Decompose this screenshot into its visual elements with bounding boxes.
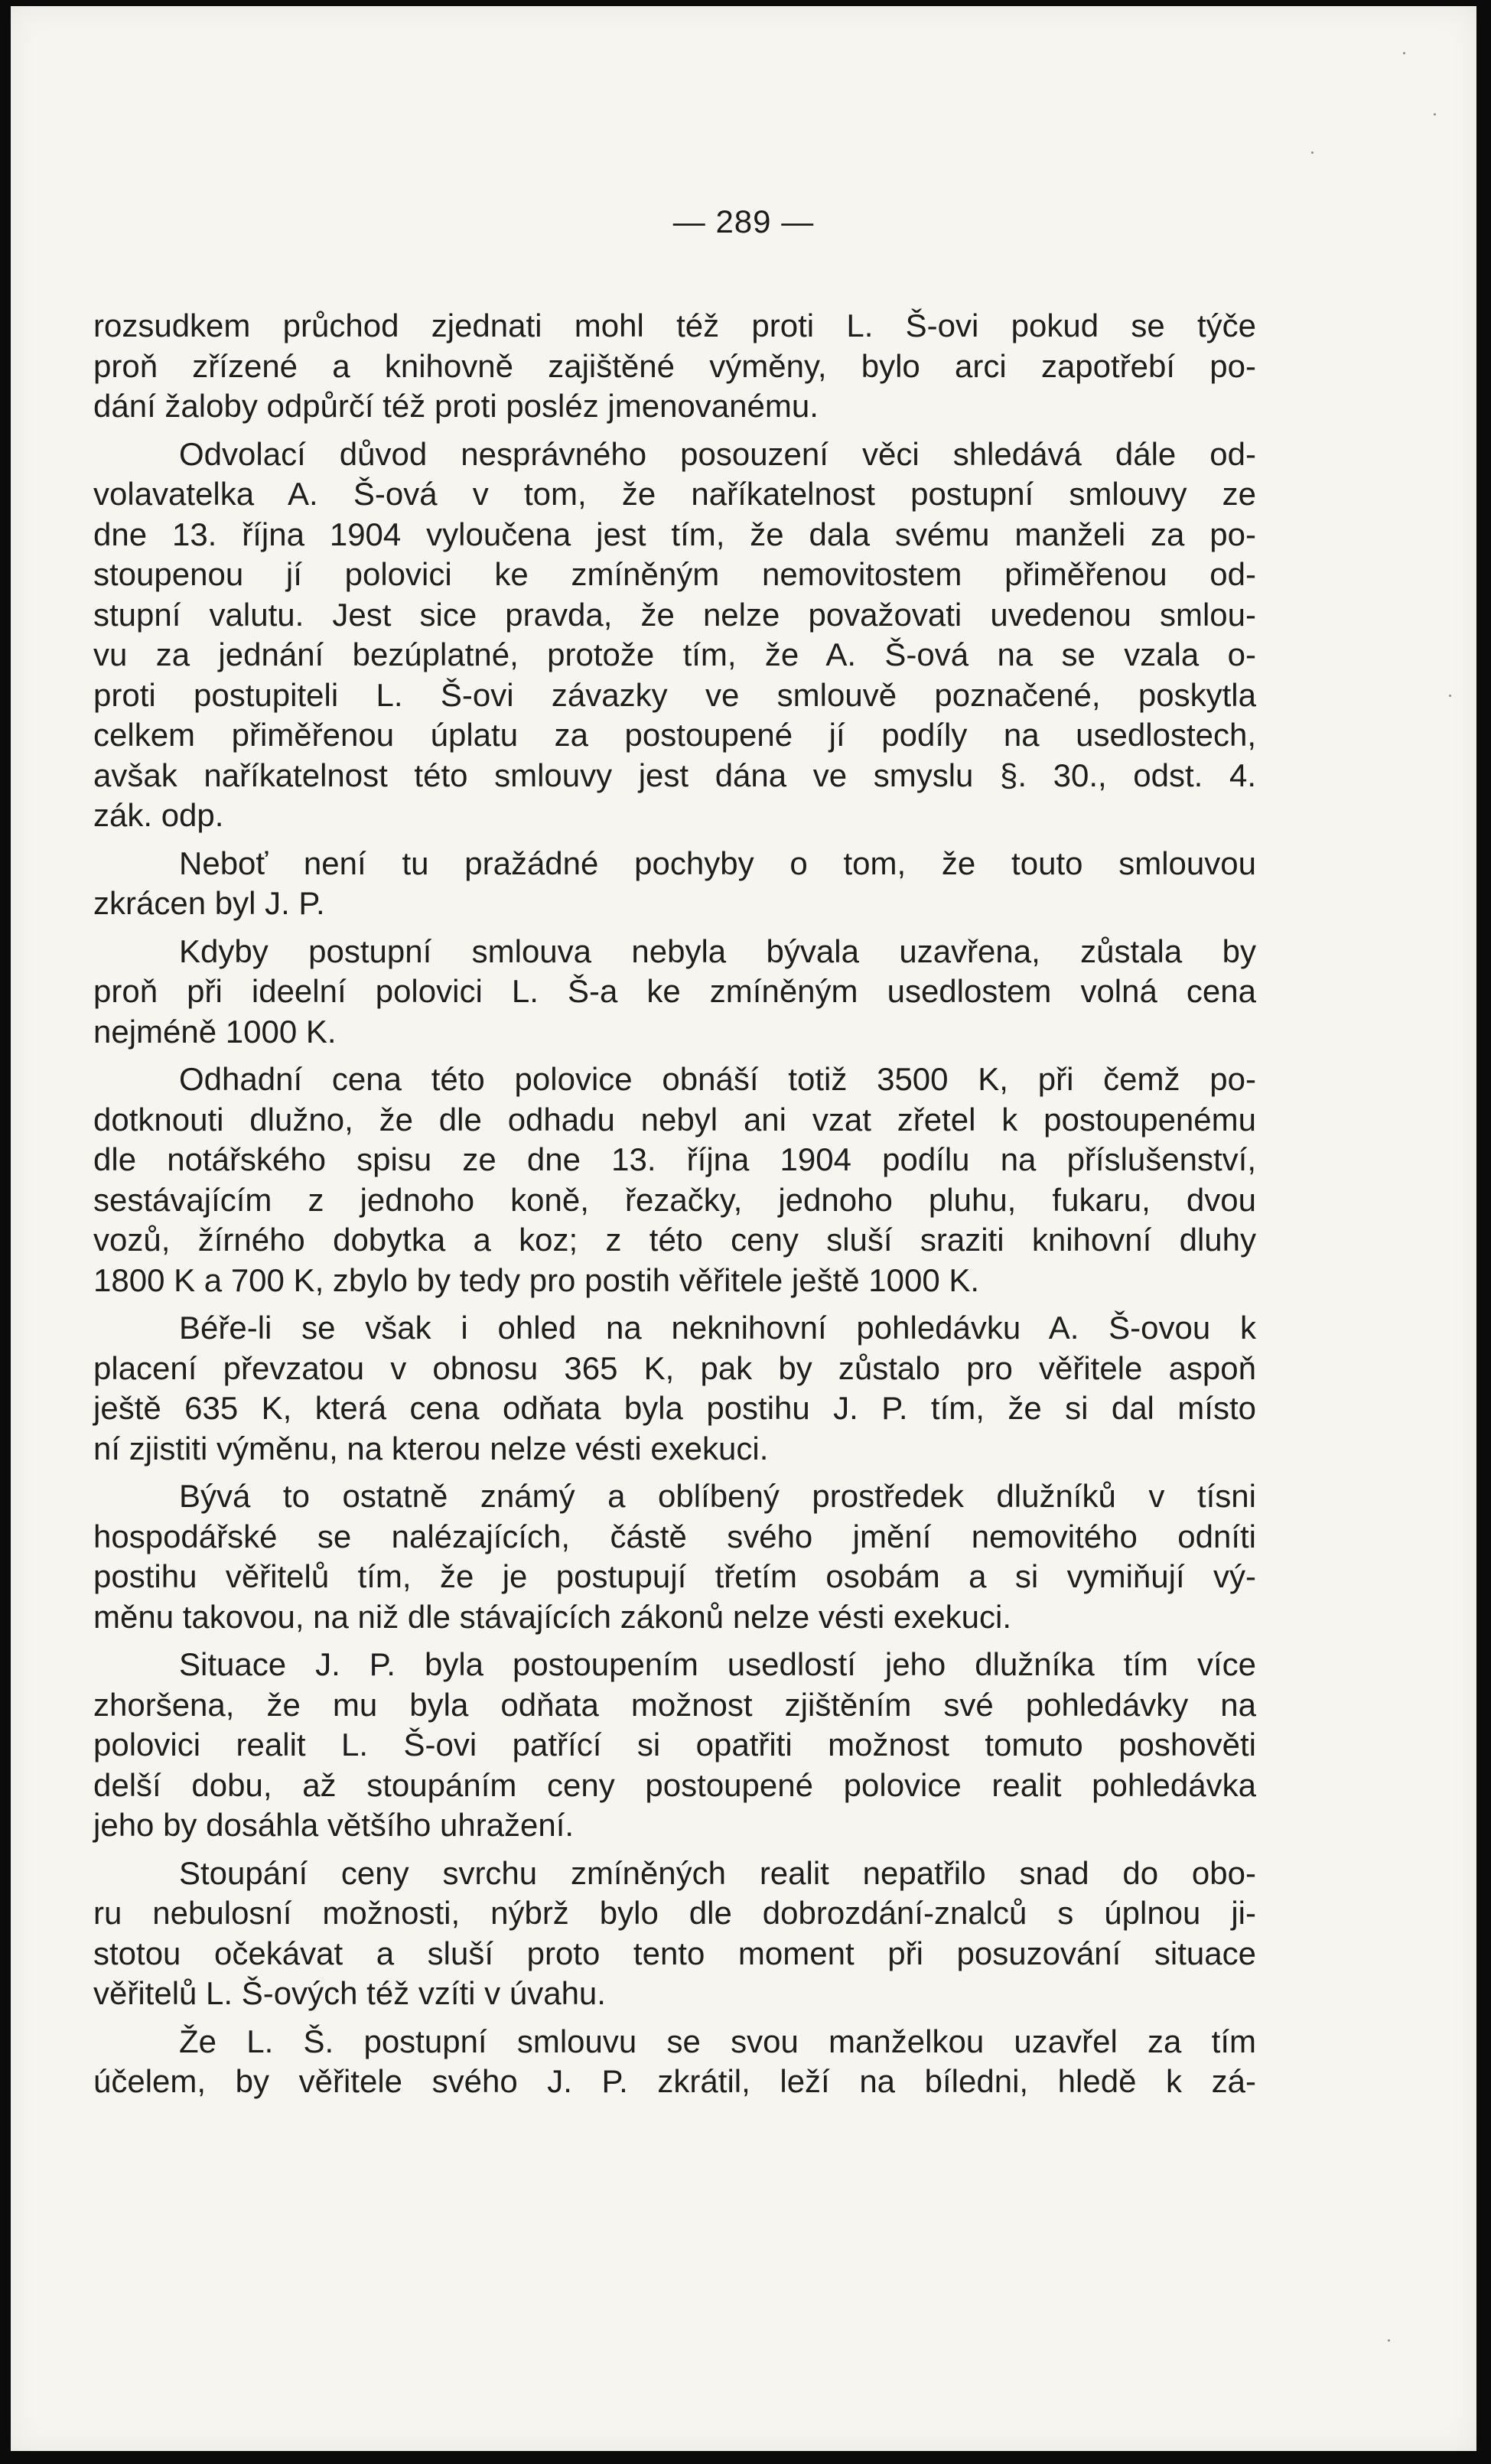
paragraph xyxy=(93,1308,1256,1469)
text-line: rozsudkem průchod zjednati mohl též proti L. Š-ovi pokud se týče xyxy=(93,308,1256,343)
text-line: stupní valutu. Jest sice pravda, že nelze považovati uvedenou smlou- xyxy=(93,596,1256,633)
text-line: ní zjistiti výměnu, na kterou nelze vésti exekuci. xyxy=(93,1430,769,1466)
text-line: Situace J. P. byla postoupením usedlostí jeho dlužníka tím více xyxy=(179,1646,1256,1682)
document-page xyxy=(11,6,1476,2451)
scan-speck xyxy=(1388,2339,1390,2342)
text-line: dání žaloby odpůrčí též proti posléz jmenovanému. xyxy=(93,388,819,424)
text-line: proti postupiteli L. Š-ovi závazky ve smlouvě poznačené, poskytla xyxy=(93,676,1256,713)
paragraph xyxy=(93,1645,1256,1846)
paragraph xyxy=(93,2022,1256,2102)
text-line: placení převzatou v obnosu 365 K, pak by zůstalo pro věřitele aspoň xyxy=(93,1349,1256,1386)
text-line: vu za jednání bezúplatné, protože tím, že A. Š-ová na se vzala o- xyxy=(93,636,1256,672)
paragraph xyxy=(93,1476,1256,1637)
text-line: jeho by dosáhla většího uhražení. xyxy=(93,1807,575,1843)
text-line: vozů, žírného dobytka a koz; z této ceny sluší sraziti knihovní dluhy xyxy=(93,1222,1256,1258)
text-line: nejméně 1000 K. xyxy=(93,1013,337,1050)
paragraph xyxy=(93,1059,1256,1300)
text-line: Bývá to ostatně známý a oblíbený prostředek dlužníků v tísni xyxy=(179,1478,1256,1514)
paragraph xyxy=(93,932,1256,1053)
body-text xyxy=(93,306,1256,2102)
text-line: Odvolací důvod nesprávného posouzení věci shledává dále od- xyxy=(179,435,1256,472)
paragraph xyxy=(93,306,1256,427)
scan-speck xyxy=(1311,151,1314,154)
text-line: dotknouti dlužno, že dle odhadu nebyl ani vzat zřetel k postoupenému xyxy=(93,1101,1256,1138)
page-number: — 289 — xyxy=(672,203,815,239)
text-line: volavatelka A. Š-ová v tom, že naříkatelnost postupní smlouvy ze xyxy=(93,476,1256,512)
text-line: delší dobu, až stoupáním ceny postoupené polovice realit pohledávka xyxy=(93,1766,1256,1803)
scan-speck xyxy=(1449,695,1451,697)
paragraph xyxy=(93,1854,1256,2014)
text-line: Že L. Š. postupní smlouvu se svou manželkou uzavřel za tím xyxy=(179,2023,1256,2059)
text-line: dne 13. října 1904 vyloučena jest tím, že dala svému manželi za po- xyxy=(93,516,1256,552)
text-line: dle notářského spisu ze dne 13. října 1904 podílu na příslušenství, xyxy=(93,1141,1256,1177)
text-line: hospodářské se nalézajících, částě svého jmění nemovitého odníti xyxy=(93,1518,1256,1554)
scan-speck xyxy=(1434,113,1436,116)
text-line: ještě 635 K, která cena odňata byla postihu J. P. tím, že si dal místo xyxy=(93,1390,1256,1426)
text-line: proň při ideelní polovici L. Š-a ke zmíněným usedlostem volná cena xyxy=(93,973,1256,1009)
paragraph xyxy=(93,435,1256,836)
text-line: ru nebulosní možnosti, nýbrž bylo dle dobrozdání-znalců s úplnou ji- xyxy=(93,1895,1256,1931)
text-line: věřitelů L. Š-ových též vzíti v úvahu. xyxy=(93,1975,606,2011)
scan-speck xyxy=(1403,52,1405,54)
text-line: 1800 K a 700 K, zbylo by tedy pro postih věřitele ještě 1000 K. xyxy=(93,1261,980,1298)
text-line: avšak naříkatelnost této smlouvy jest dána ve smyslu §. 30., odst. 4. xyxy=(93,757,1256,793)
text-line: zák. odp. xyxy=(93,797,224,833)
text-line: Kdyby postupní smlouva nebyla bývala uzavřena, zůstala by xyxy=(179,933,1256,969)
text-line: sestávajícím z jednoho koně, řezačky, jednoho pluhu, fukaru, dvou xyxy=(93,1181,1256,1218)
text-line: stotou očekávat a sluší proto tento moment při posuzování situace xyxy=(93,1935,1256,1971)
text-line: Stoupání ceny svrchu zmíněných realit nepatřilo snad do obo- xyxy=(179,1854,1256,1891)
text-line: proň zřízené a knihovně zajištěné výměny, bylo arci zapotřebí po- xyxy=(93,347,1256,384)
text-line: polovici realit L. Š-ovi patřící si opatřiti možnost tomuto poshověti xyxy=(93,1727,1256,1763)
text-line: celkem přiměřenou úplatu za postoupené jí podíly na usedlostech, xyxy=(93,717,1256,753)
text-line: Béře-li se však i ohled na neknihovní pohledávku A. Š-ovou k xyxy=(179,1310,1256,1346)
text-line: měnu takovou, na niž dle stávajících zákonů nelze vésti exekuci. xyxy=(93,1598,1011,1635)
text-line: stoupenou jí polovici ke zmíněným nemovitostem přiměřenou od- xyxy=(93,556,1256,592)
text-line: Neboť není tu pražádné pochyby o tom, že touto smlouvou xyxy=(179,845,1256,881)
text-line: zhoršena, že mu byla odňata možnost zjištěním své pohledávky na xyxy=(93,1686,1256,1723)
text-line: zkrácen byl J. P. xyxy=(93,885,325,921)
text-line: Odhadní cena této polovice obnáší totiž 3500 K, při čemž po- xyxy=(179,1061,1256,1097)
paragraph xyxy=(93,844,1256,924)
text-line: účelem, by věřitele svého J. P. zkrátil, leží na bíledni, hledě k zá- xyxy=(93,2063,1256,2099)
text-line: postihu věřitelů tím, že je postupují třetím osobám a si vymiňují vý- xyxy=(93,1558,1256,1594)
